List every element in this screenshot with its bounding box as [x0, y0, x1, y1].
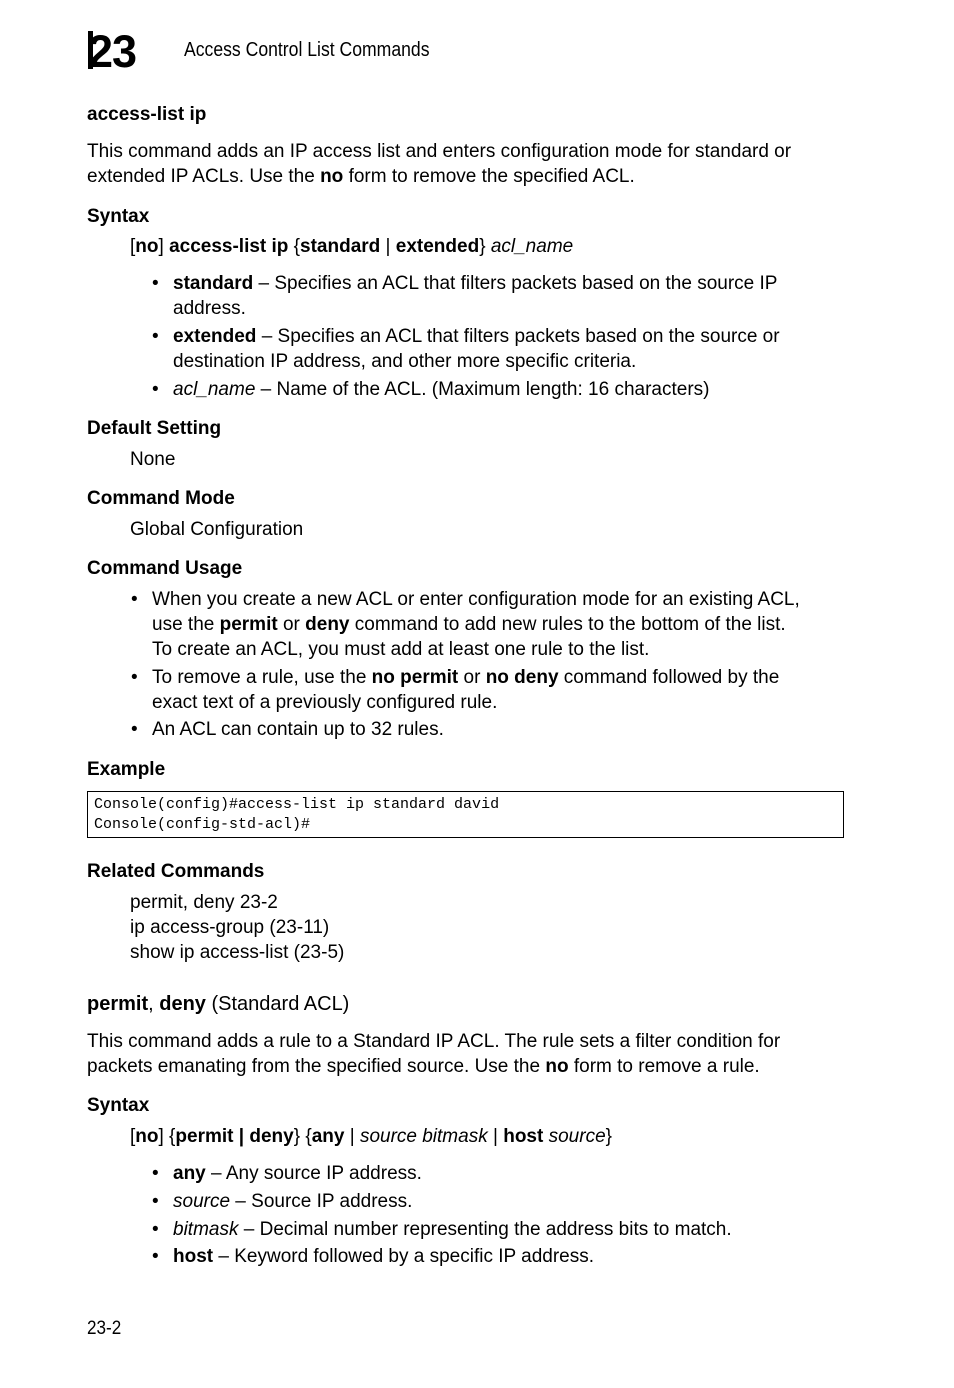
chapter-title: Access Control List Commands [184, 39, 430, 61]
command-mode-heading: Command Mode [87, 488, 235, 509]
command-usage-heading: Command Usage [87, 558, 243, 579]
code-line: Console(config)#access-list ip standard david [94, 796, 500, 813]
related-commands-heading: Related Commands [87, 861, 265, 882]
page-number: 23-2 [87, 1318, 122, 1339]
intro-paragraph: This command adds an IP access list and enters configuration mode for standard or extended IP ACLs. Use the no form to remove the specified ACL. [87, 141, 792, 187]
code-line: Console(config-std-acl)# [94, 816, 311, 833]
section-title-access-list-ip: access-list ip [87, 104, 207, 125]
default-setting-heading: Default Setting [87, 418, 222, 439]
related-command-link[interactable]: show ip access-list (23-5) [130, 942, 345, 963]
related-commands-list [130, 890, 344, 965]
intro-paragraph: This command adds a rule to a Standard IP ACL. The rule sets a filter condition for packets emanating from the specified source. Use the no form to remove a rule. [87, 1031, 781, 1077]
syntax-parameter-list [152, 1161, 853, 1269]
list-item: • To remove a rule, use the no permit or no deny command followed by the exact text of a previously configured rule. [131, 667, 780, 713]
syntax-heading: Syntax [87, 206, 150, 227]
list-item: • acl_name – Name of the ACL. (Maximum length: 16 characters) [152, 379, 710, 400]
example-code-block [87, 791, 844, 838]
syntax-line: [no] access-list ip {standard | extended} acl_name [130, 236, 574, 257]
command-usage-list [131, 587, 852, 742]
example-heading: Example [87, 759, 166, 780]
syntax-parameter-list [152, 271, 853, 402]
default-setting-value: None [130, 449, 176, 470]
list-item: • any – Any source IP address. [152, 1163, 422, 1184]
list-item: • When you create a new ACL or enter configuration mode for an existing ACL, use the permit or deny command to add new rules to the bottom of the list. To create an ACL, you must add at least one rule to the list. [131, 589, 800, 660]
section-title-permit-deny: permit, deny (Standard ACL) [87, 993, 350, 1015]
list-item: • standard – Specifies an ACL that filters packets based on the source IP address. [152, 273, 778, 319]
syntax-line: [no] {permit | deny} {any | source bitmask | host source} [130, 1126, 612, 1147]
command-mode-value: Global Configuration [130, 519, 304, 540]
list-item: • source – Source IP address. [152, 1191, 413, 1212]
list-item: • An ACL can contain up to 32 rules. [131, 719, 444, 740]
list-item: • extended – Specifies an ACL that filters packets based on the source or destination IP address, and other more specific criteria. [152, 326, 780, 372]
list-item: • bitmask – Decimal number representing the address bits to match. [152, 1219, 732, 1240]
related-command-link[interactable]: permit, deny 23-2 [130, 892, 278, 913]
related-command-link[interactable]: ip access-group (23-11) [130, 917, 330, 938]
syntax-heading: Syntax [87, 1095, 150, 1116]
chapter-number: 23 [88, 26, 137, 77]
list-item: • host – Keyword followed by a specific IP address. [152, 1246, 595, 1267]
